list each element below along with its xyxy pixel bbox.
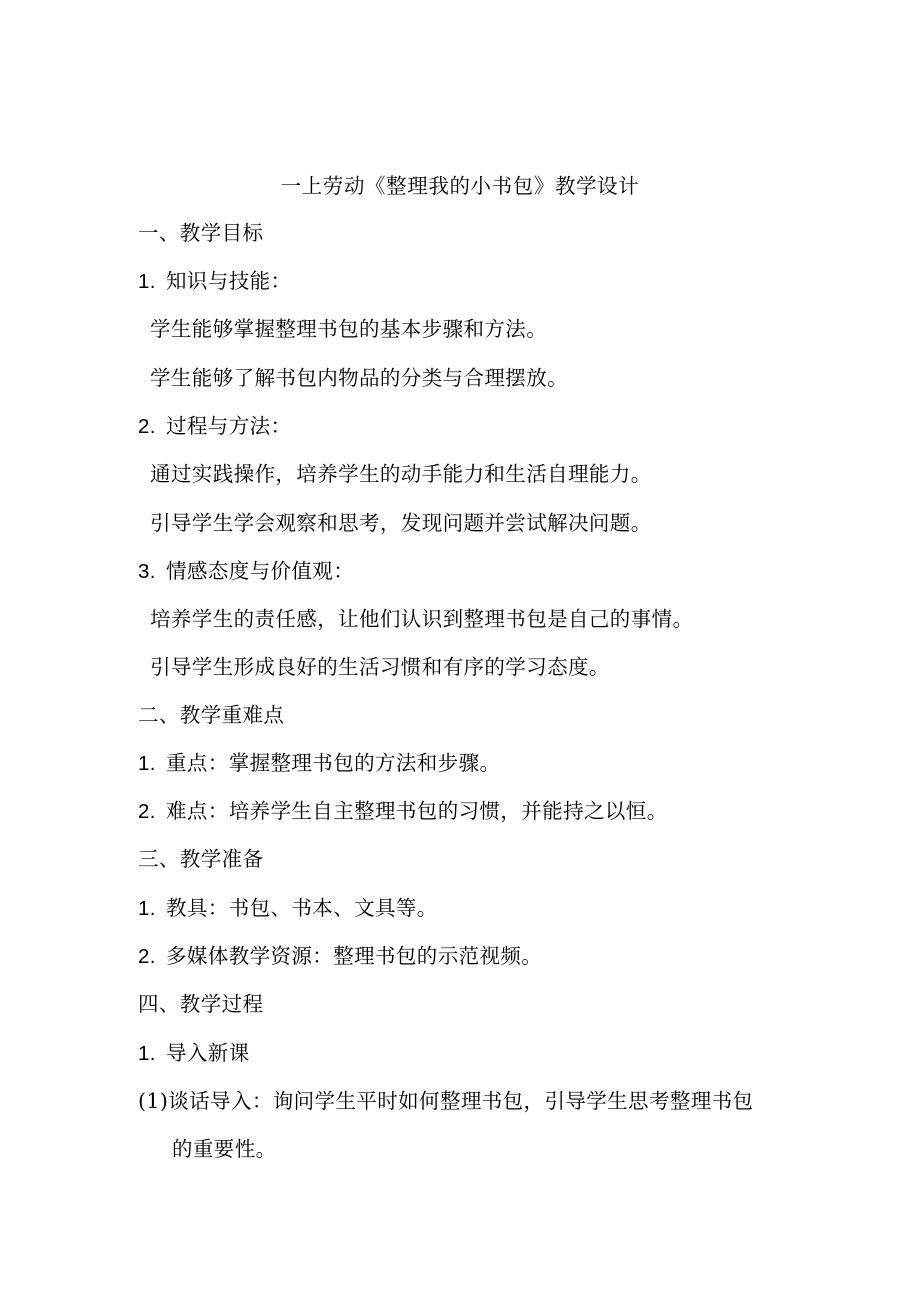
sub-item-text: 谈话导入：询问学生平时如何整理书包，引导学生思考整理书包 — [168, 1089, 754, 1113]
item-number: 1. — [138, 1042, 156, 1065]
section-heading: 三、教学准备 — [138, 847, 264, 871]
item-label: 教具：书包、书本、文具等。 — [166, 896, 438, 920]
item-label: 重点：掌握整理书包的方法和步骤。 — [166, 751, 501, 775]
item-label: 难点：培养学生自主整理书包的习惯，并能持之以恒。 — [166, 799, 668, 823]
item-number: 1. — [138, 270, 156, 293]
list-item — [138, 942, 542, 971]
item-number: 2. — [138, 800, 156, 823]
paragraph-line: 培养学生的责任感，让他们认识到整理书包是自己的事情。 — [150, 607, 694, 631]
sub-item-marker: (1) — [138, 1089, 169, 1113]
item-number: 1. — [138, 752, 156, 775]
list-item — [138, 412, 291, 441]
item-label: 情感态度与价值观： — [166, 559, 355, 583]
section-heading: 二、教学重难点 — [138, 703, 285, 727]
paragraph-line: 通过实践操作，培养学生的动手能力和生活自理能力。 — [150, 462, 652, 486]
list-item — [138, 267, 291, 296]
list-item — [138, 797, 668, 826]
sub-item-continuation: 的重要性。 — [172, 1137, 277, 1161]
list-item — [138, 1039, 250, 1068]
paragraph-line: 引导学生形成良好的生活习惯和有序的学习态度。 — [150, 655, 610, 679]
section-heading: 四、教学过程 — [138, 992, 264, 1016]
item-number: 3. — [138, 560, 156, 583]
item-number: 2. — [138, 415, 156, 438]
list-item — [138, 749, 500, 778]
list-item — [138, 557, 354, 586]
paragraph-line: 学生能够掌握整理书包的基本步骤和方法。 — [150, 317, 548, 341]
sub-item — [138, 1087, 753, 1115]
item-label: 过程与方法： — [166, 414, 292, 438]
paragraph-line: 学生能够了解书包内物品的分类与合理摆放。 — [150, 366, 568, 390]
item-label: 知识与技能： — [166, 269, 292, 293]
document-title: 一上劳动《整理我的小书包》教学设计 — [280, 174, 640, 198]
paragraph-line: 引导学生学会观察和思考，发现问题并尝试解决问题。 — [150, 511, 652, 535]
item-number: 2. — [138, 945, 156, 968]
item-label: 多媒体教学资源：整理书包的示范视频。 — [166, 944, 543, 968]
section-heading: 一、教学目标 — [138, 221, 264, 245]
item-label: 导入新课 — [166, 1041, 250, 1065]
list-item — [138, 894, 438, 923]
item-number: 1. — [138, 897, 156, 920]
